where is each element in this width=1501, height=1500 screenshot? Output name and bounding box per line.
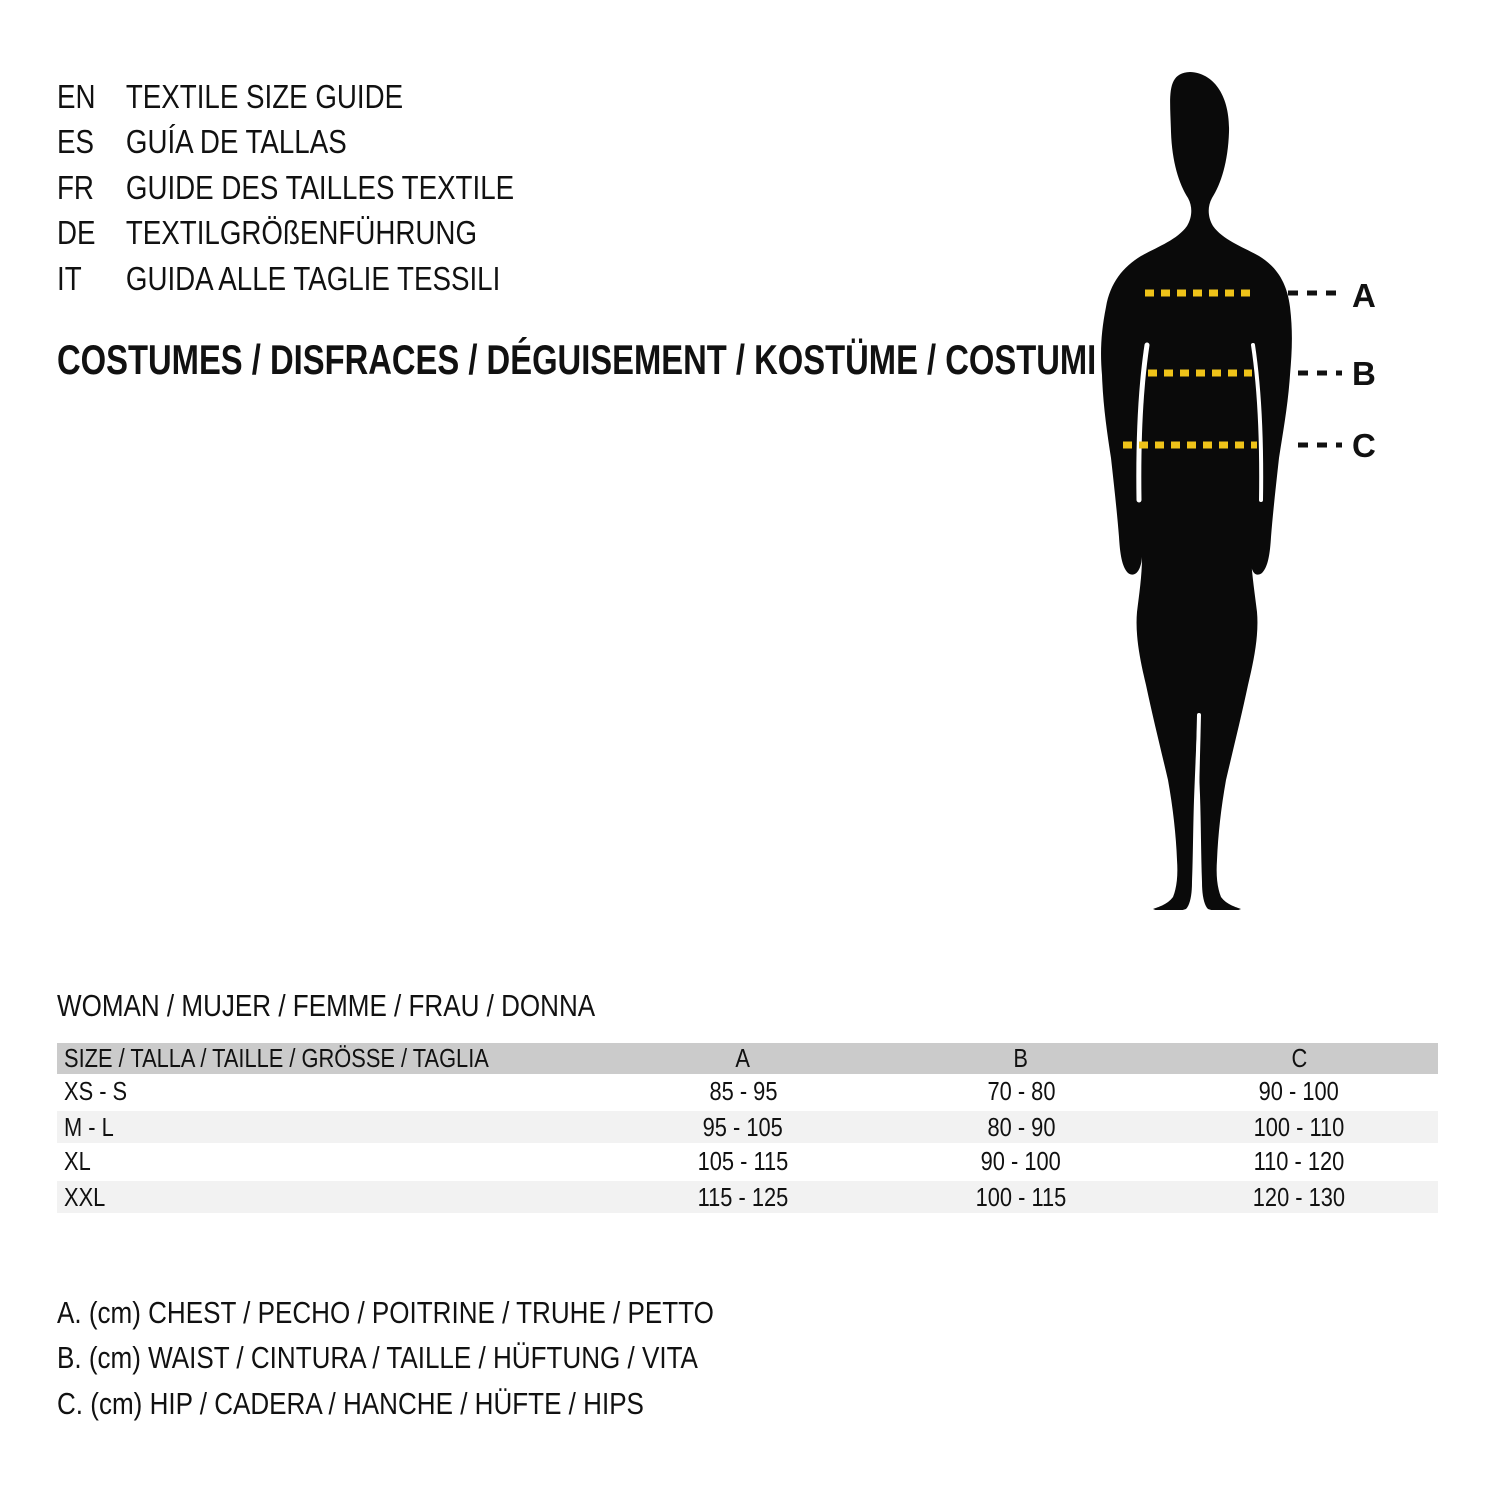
section-title-woman: WOMAN / MUJER / FEMME / FRAU / DONNA — [57, 988, 596, 1023]
language-title: GUIDA ALLE TAGLIE TESSILI — [125, 259, 501, 297]
waist-cell: 70 - 80 — [986, 1076, 1055, 1106]
language-row-fr — [57, 165, 601, 211]
marker-label-b: B — [1352, 355, 1376, 392]
column-header-b: B — [1013, 1043, 1029, 1073]
waist-cell: 80 - 90 — [986, 1111, 1055, 1142]
column-header-size: SIZE / TALLA / TAILLE / GRÖSSE / TAGLIA — [64, 1043, 489, 1073]
language-code: ES — [57, 123, 94, 161]
measurement-legend — [57, 1290, 839, 1427]
language-code: IT — [57, 259, 82, 297]
language-title: TEXTILGRÖßENFÜHRUNG — [125, 214, 478, 252]
language-row-en — [57, 74, 601, 120]
hip-cell: 100 - 110 — [1253, 1111, 1345, 1142]
legend-item-chest: A. (cm) CHEST / PECHO / POITRINE / TRUHE / PETTO — [57, 1294, 714, 1330]
hip-cell: 90 - 100 — [1258, 1076, 1340, 1106]
legend-item-waist: B. (cm) WAIST / CINTURA / TAILLE / HÜFTUNG / VITA — [57, 1340, 698, 1376]
column-header-c: C — [1291, 1043, 1307, 1073]
language-code: EN — [57, 77, 96, 115]
chest-cell: 85 - 95 — [708, 1076, 777, 1106]
legend-item-hip: C. (cm) HIP / CADERA / HANCHE / HÜFTE / HIPS — [57, 1385, 644, 1421]
language-code: FR — [57, 168, 94, 206]
category-title: COSTUMES / DISFRACES / DÉGUISEMENT / KOSTÜME / COSTUMI — [57, 336, 1097, 383]
chest-cell: 115 - 125 — [697, 1181, 789, 1212]
hip-cell: 120 - 130 — [1252, 1181, 1346, 1212]
language-title: GUIDE DES TAILLES TEXTILE — [125, 168, 515, 206]
column-header-a: A — [735, 1043, 751, 1073]
marker-label-c: C — [1352, 427, 1376, 464]
size-cell: XS - S — [64, 1076, 128, 1106]
size-cell: M - L — [64, 1111, 114, 1142]
language-row-it — [57, 256, 601, 302]
size-table — [57, 1043, 1438, 1214]
table-row — [57, 1179, 1438, 1214]
size-cell: XXL — [64, 1181, 106, 1212]
language-row-de — [57, 211, 601, 257]
table-row — [57, 1109, 1438, 1144]
waist-cell: 100 - 115 — [975, 1181, 1067, 1212]
language-row-es — [57, 120, 601, 166]
language-list — [57, 74, 601, 302]
table-header-row — [57, 1043, 1438, 1074]
hip-cell: 110 - 120 — [1253, 1146, 1345, 1176]
chest-cell: 105 - 115 — [697, 1146, 789, 1176]
chest-cell: 95 - 105 — [702, 1111, 784, 1142]
table-row — [57, 1144, 1438, 1179]
language-code: DE — [57, 214, 96, 252]
language-title: GUÍA DE TALLAS — [125, 123, 347, 161]
size-cell: XL — [64, 1146, 91, 1176]
language-title: TEXTILE SIZE GUIDE — [125, 77, 404, 115]
marker-label-a: A — [1352, 277, 1376, 314]
waist-cell: 90 - 100 — [980, 1146, 1062, 1176]
woman-silhouette-figure — [1080, 60, 1370, 910]
table-row — [57, 1074, 1438, 1109]
